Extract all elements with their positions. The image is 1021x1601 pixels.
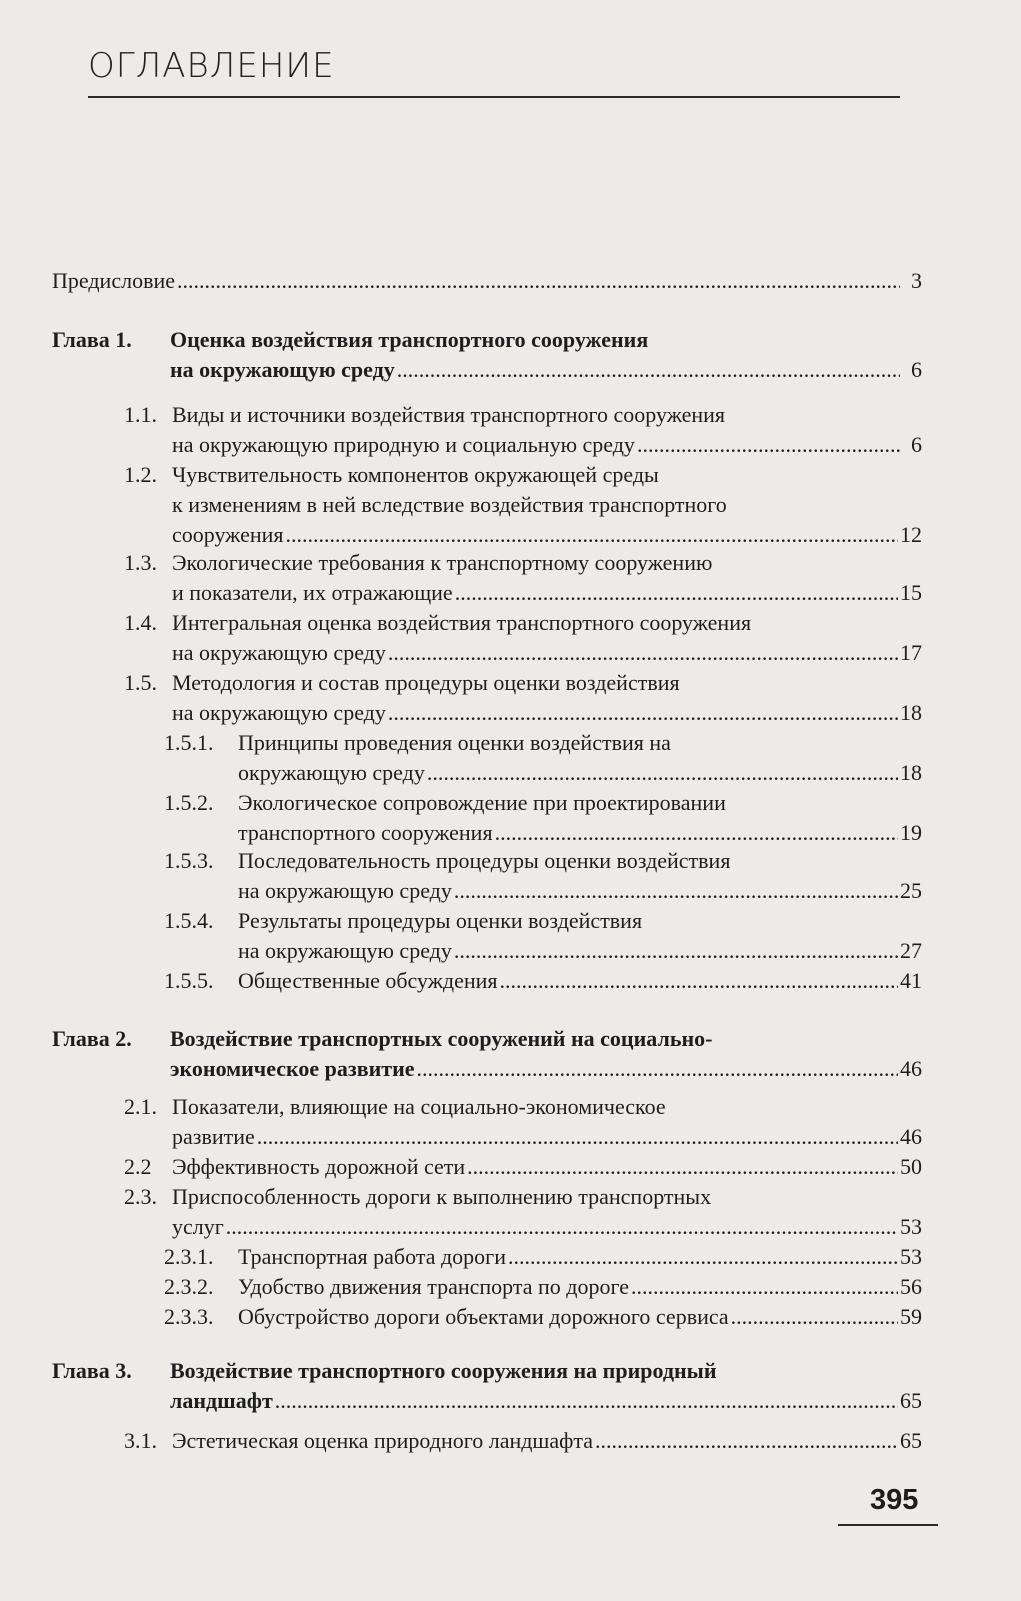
page-number-rule: [838, 1524, 938, 1526]
toc-entry-1-5-1: [164, 728, 922, 788]
entry-page: 27: [900, 938, 922, 963]
toc-entry-chapter-1: [52, 325, 922, 385]
entry-title-line-1: Показатели, влияющие на социально-экономическое: [172, 1094, 666, 1119]
entry-page: 50: [900, 1154, 922, 1179]
entry-page: 18: [900, 760, 922, 785]
entry-page: 65: [900, 1388, 922, 1413]
section-number: 1.5.4.: [164, 908, 214, 933]
entry-title-line-2: на окружающую среду: [170, 357, 395, 382]
entry-title-line-1: Чувствительность компонентов окружающей среды: [172, 462, 659, 487]
entry-page: 25: [900, 878, 922, 903]
page-heading: ОГЛАВЛЕНИЕ: [88, 46, 335, 86]
entry-title-line-1: Приспособленность дороги к выполнению транспортных: [172, 1184, 712, 1209]
entry-title-line-1: Интегральная оценка воздействия транспортного сооружения: [172, 610, 752, 635]
entry-page: 56: [900, 1274, 922, 1299]
toc-entry-2-2: [124, 1152, 922, 1182]
section-number: 1.5.2.: [164, 790, 214, 815]
entry-page: 15: [900, 580, 922, 605]
entry-title-line-2: транспортного сооружения: [238, 820, 493, 845]
entry-title-line-2: на окружающую среду: [238, 938, 452, 963]
entry-title: Эффективность дорожной сети: [172, 1154, 466, 1179]
entry-title-line-2: на окружающую природную и социальную среду: [172, 432, 635, 457]
entry-page: 3: [911, 268, 922, 293]
entry-title: Удобство движения транспорта по дороге: [238, 1274, 629, 1299]
section-number: 1.5.: [124, 670, 157, 695]
entry-title: Эстетическая оценка природного ландшафта: [172, 1428, 594, 1453]
chapter-number: Глава 1.: [52, 327, 132, 352]
toc-entry-preface: [52, 266, 922, 296]
section-number: 1.4.: [124, 610, 157, 635]
toc-entry-chapter-3: [52, 1356, 922, 1416]
entry-title-line-1: Оценка воздействия транспортного сооружения: [170, 327, 649, 352]
entry-title: Общественные обсуждения: [238, 968, 498, 993]
toc-entry-1-5-3: [164, 846, 922, 906]
chapter-number: Глава 2.: [52, 1026, 132, 1051]
entry-page: 6: [911, 357, 922, 382]
entry-title-line-1: Воздействие транспортных сооружений на социально-: [170, 1026, 713, 1051]
section-number: 2.2: [124, 1154, 152, 1179]
entry-title-line-2: ландшафт: [170, 1388, 273, 1413]
section-number: 1.3.: [124, 550, 157, 575]
toc-entry-2-3: [124, 1182, 922, 1242]
toc-entry-1-4: [124, 608, 922, 668]
entry-title-line-1: Методология и состав процедуры оценки воздействия: [172, 670, 680, 695]
entry-title-line-2: экономическое развитие: [170, 1056, 415, 1081]
entry-page: 53: [900, 1214, 922, 1239]
entry-title-line-1: Экологическое сопровождение при проектировании: [238, 790, 726, 815]
section-number: 1.5.1.: [164, 730, 214, 755]
entry-page: 65: [900, 1428, 922, 1453]
entry-page: 46: [900, 1124, 922, 1149]
section-number: 2.1.: [124, 1094, 157, 1119]
toc-entry-2-1: [124, 1092, 922, 1152]
entry-page: 17: [900, 640, 922, 665]
entry-title-line-1: Воздействие транспортного сооружения на природный: [170, 1358, 717, 1383]
section-number: 1.5.5.: [164, 968, 214, 993]
entry-page: 46: [900, 1056, 922, 1081]
section-number: 1.5.3.: [164, 848, 214, 873]
entry-title: Транспортная работа дороги: [238, 1244, 506, 1269]
toc-entry-1-5: [124, 668, 922, 728]
entry-title-line-1: Виды и источники воздействия транспортного сооружения: [172, 402, 726, 427]
toc-entry-2-3-2: [164, 1272, 922, 1302]
toc-entry-1-5-5: [164, 966, 922, 996]
section-number: 2.3.1.: [164, 1244, 214, 1269]
entry-title-line-2: услуг: [172, 1214, 224, 1239]
entry-title-line-1: Принципы проведения оценки воздействия на: [238, 730, 671, 755]
section-number: 2.3.3.: [164, 1304, 214, 1329]
entry-page: 41: [900, 968, 922, 993]
entry-title-line-2: к изменениям в ней вследствие воздействия транспортного: [172, 492, 727, 517]
toc-entry-1-3: [124, 548, 922, 608]
section-number: 2.3.: [124, 1184, 157, 1209]
entry-title-line-1: Последовательность процедуры оценки воздействия: [238, 848, 731, 873]
entry-title-line-2: на окружающую среду: [172, 700, 386, 725]
entry-page: 53: [900, 1244, 922, 1269]
entry-title-line-2: развитие: [172, 1124, 255, 1149]
entry-title-line-1: Экологические требования к транспортному сооружению: [172, 550, 713, 575]
section-number: 2.3.2.: [164, 1274, 214, 1299]
chapter-number: Глава 3.: [52, 1358, 132, 1383]
toc-entry-1-5-2: [164, 788, 922, 848]
toc-entry-2-3-1: [164, 1242, 922, 1272]
toc-entry-1-5-4: [164, 906, 922, 966]
page-number: 395: [870, 1484, 919, 1516]
entry-page: 12: [900, 522, 922, 547]
entry-title-line-2: окружающую среду: [238, 760, 425, 785]
section-number: 3.1.: [124, 1428, 157, 1453]
entry-page: 18: [900, 700, 922, 725]
entry-title: Предисловие: [52, 268, 175, 293]
entry-title-line-2: на окружающую среду: [238, 878, 452, 903]
heading-rule: [88, 96, 900, 98]
toc-entry-3-1: [124, 1426, 922, 1456]
toc-entry-2-3-3: [164, 1302, 922, 1332]
toc-entry-chapter-2: [52, 1024, 922, 1084]
section-number: 1.1.: [124, 402, 157, 427]
entry-title: Обустройство дороги объектами дорожного сервиса: [238, 1304, 729, 1329]
section-number: 1.2.: [124, 462, 157, 487]
toc-entry-1-2: [124, 460, 922, 550]
entry-title-line-1: Результаты процедуры оценки воздействия: [238, 908, 643, 933]
entry-page: 6: [911, 432, 922, 457]
entry-page: 59: [900, 1304, 922, 1329]
toc-entry-1-1: [124, 400, 922, 460]
entry-title-line-2: на окружающую среду: [172, 640, 386, 665]
entry-title-line-2: и показатели, их отражающие: [172, 580, 453, 605]
entry-title-line-3: сооружения: [172, 522, 284, 547]
entry-page: 19: [900, 820, 922, 845]
